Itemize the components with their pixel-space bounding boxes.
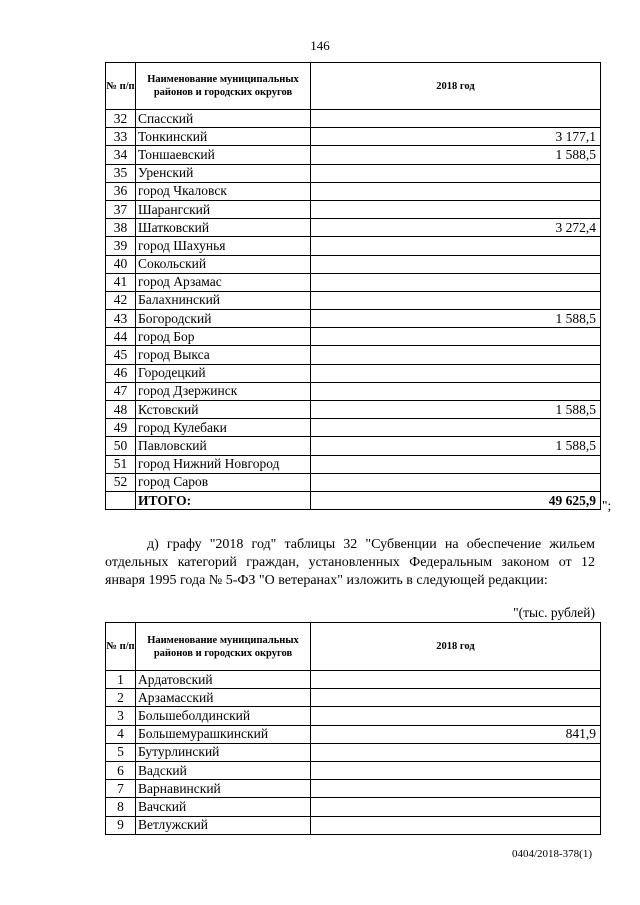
row-value: 1 588,5 xyxy=(311,437,601,455)
row-name: Спасский xyxy=(136,110,311,128)
row-number: 50 xyxy=(106,437,136,455)
header-name: Наименование муниципальных районов и городских округов xyxy=(136,63,311,110)
row-name: город Кулебаки xyxy=(136,419,311,437)
row-name: Богородский xyxy=(136,310,311,328)
row-name: Большеболдинский xyxy=(136,707,311,725)
row-number: 43 xyxy=(106,310,136,328)
row-number: 37 xyxy=(106,200,136,218)
table-row xyxy=(106,273,601,291)
row-name: Шарангский xyxy=(136,200,311,218)
row-name: Балахнинский xyxy=(136,291,311,309)
row-name: город Бор xyxy=(136,328,311,346)
row-name: город Выкса xyxy=(136,346,311,364)
row-number: 33 xyxy=(106,128,136,146)
table-row xyxy=(106,146,601,164)
row-value xyxy=(311,761,601,779)
row-value: 1 588,5 xyxy=(311,146,601,164)
row-number: 2 xyxy=(106,689,136,707)
row-value xyxy=(311,110,601,128)
header-year: 2018 год xyxy=(311,63,601,110)
row-number: 46 xyxy=(106,364,136,382)
page-number: 146 xyxy=(310,38,330,53)
amendment-paragraph: д) графу "2018 год" таблицы 32 "Субвенции на обеспечение жильем отдельных категорий граждан, установленных Федеральным законом от 12 января 1995 года № 5-ФЗ "О ветеранах" изложить в следующей редакции: xyxy=(105,537,595,588)
table-row xyxy=(106,798,601,816)
row-name: Большемурашкинский xyxy=(136,725,311,743)
table-row xyxy=(106,816,601,834)
row-value xyxy=(311,816,601,834)
row-name: Кстовский xyxy=(136,401,311,419)
table-row xyxy=(106,780,601,798)
row-value: 1 588,5 xyxy=(311,310,601,328)
table-row xyxy=(106,182,601,200)
table-row xyxy=(106,291,601,309)
row-number: 45 xyxy=(106,346,136,364)
row-name: Тонкинский xyxy=(136,128,311,146)
unit-note: "(тыс. рублей) xyxy=(513,605,595,620)
row-number: 44 xyxy=(106,328,136,346)
row-value xyxy=(311,328,601,346)
row-name: Городецкий xyxy=(136,364,311,382)
row-number: 38 xyxy=(106,219,136,237)
row-number: 51 xyxy=(106,455,136,473)
row-value xyxy=(311,237,601,255)
row-number: 41 xyxy=(106,273,136,291)
row-number: 52 xyxy=(106,473,136,491)
row-value xyxy=(311,200,601,218)
row-number: 35 xyxy=(106,164,136,182)
row-value xyxy=(311,364,601,382)
row-number: 47 xyxy=(106,382,136,400)
row-value xyxy=(311,671,601,689)
row-number: 42 xyxy=(106,291,136,309)
row-name: Арзамасский xyxy=(136,689,311,707)
table-header-row xyxy=(106,623,601,671)
table-row xyxy=(106,237,601,255)
row-name: Вачский xyxy=(136,798,311,816)
table-row xyxy=(106,382,601,400)
table-row xyxy=(106,725,601,743)
total-num-cell xyxy=(106,491,136,509)
row-name: город Шахунья xyxy=(136,237,311,255)
row-value xyxy=(311,780,601,798)
row-value xyxy=(311,382,601,400)
table-row xyxy=(106,310,601,328)
row-value: 3 272,4 xyxy=(311,219,601,237)
row-number: 34 xyxy=(106,146,136,164)
table-row xyxy=(106,761,601,779)
row-name: Шатковский xyxy=(136,219,311,237)
row-value xyxy=(311,419,601,437)
table-row xyxy=(106,219,601,237)
table-row xyxy=(106,255,601,273)
row-number: 6 xyxy=(106,761,136,779)
row-number: 1 xyxy=(106,671,136,689)
table-row xyxy=(106,110,601,128)
row-number: 4 xyxy=(106,725,136,743)
header-num: № п/п xyxy=(106,623,136,671)
table-row xyxy=(106,671,601,689)
total-value: 49 625,9 xyxy=(311,491,601,509)
closing-quote-mark: "; xyxy=(602,498,612,513)
table-body xyxy=(106,671,601,835)
row-name: город Нижний Новгород xyxy=(136,455,311,473)
row-value xyxy=(311,255,601,273)
row-name: Варнавинский xyxy=(136,780,311,798)
row-value xyxy=(311,273,601,291)
table-row xyxy=(106,401,601,419)
row-name: Бутурлинский xyxy=(136,743,311,761)
row-number: 49 xyxy=(106,419,136,437)
row-name: город Дзержинск xyxy=(136,382,311,400)
table-row xyxy=(106,689,601,707)
row-name: Павловский xyxy=(136,437,311,455)
row-value: 1 588,5 xyxy=(311,401,601,419)
total-label: ИТОГО: xyxy=(136,491,311,509)
row-value: 841,9 xyxy=(311,725,601,743)
row-value: 3 177,1 xyxy=(311,128,601,146)
row-name: Тоншаевский xyxy=(136,146,311,164)
row-value xyxy=(311,689,601,707)
row-value xyxy=(311,743,601,761)
row-number: 32 xyxy=(106,110,136,128)
row-number: 7 xyxy=(106,780,136,798)
table-row xyxy=(106,455,601,473)
table-row xyxy=(106,200,601,218)
row-name: Ардатовский xyxy=(136,671,311,689)
row-value xyxy=(311,346,601,364)
row-number: 5 xyxy=(106,743,136,761)
total-row xyxy=(106,491,601,509)
table-row xyxy=(106,743,601,761)
table-row xyxy=(106,437,601,455)
row-name: Ветлужский xyxy=(136,816,311,834)
row-number: 48 xyxy=(106,401,136,419)
row-name: город Арзамас xyxy=(136,273,311,291)
table-body xyxy=(106,110,601,510)
row-value xyxy=(311,707,601,725)
table-row xyxy=(106,419,601,437)
table-row xyxy=(106,128,601,146)
table-row xyxy=(106,328,601,346)
row-number: 3 xyxy=(106,707,136,725)
row-name: город Чкаловск xyxy=(136,182,311,200)
row-number: 39 xyxy=(106,237,136,255)
subvention-table-2 xyxy=(105,622,601,835)
row-number: 40 xyxy=(106,255,136,273)
row-number: 36 xyxy=(106,182,136,200)
row-name: Сокольский xyxy=(136,255,311,273)
subvention-table-1 xyxy=(105,62,601,510)
row-value xyxy=(311,291,601,309)
document-code: 0404/2018-378(1) xyxy=(511,848,592,860)
row-name: город Саров xyxy=(136,473,311,491)
row-value xyxy=(311,182,601,200)
row-number: 9 xyxy=(106,816,136,834)
table-row xyxy=(106,707,601,725)
row-value xyxy=(311,798,601,816)
header-num: № п/п xyxy=(106,63,136,110)
header-name: Наименование муниципальных районов и городских округов xyxy=(136,623,311,671)
header-year: 2018 год xyxy=(311,623,601,671)
table-row xyxy=(106,364,601,382)
row-value xyxy=(311,473,601,491)
table-row xyxy=(106,473,601,491)
table-row xyxy=(106,346,601,364)
table-row xyxy=(106,164,601,182)
row-value xyxy=(311,455,601,473)
row-name: Уренский xyxy=(136,164,311,182)
row-number: 8 xyxy=(106,798,136,816)
table-header-row xyxy=(106,63,601,110)
row-name: Вадский xyxy=(136,761,311,779)
row-value xyxy=(311,164,601,182)
